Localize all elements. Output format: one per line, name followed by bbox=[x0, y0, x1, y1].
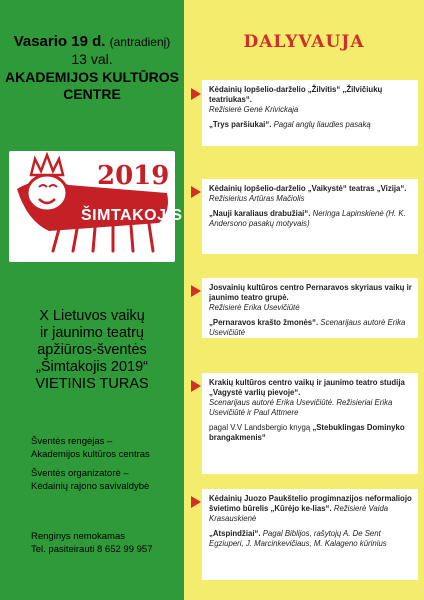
place-line-2: CENTRE bbox=[63, 86, 121, 102]
participant-card bbox=[202, 278, 418, 338]
participants-title: DALYVAUJA bbox=[243, 32, 365, 52]
event-line-4: „Šimtakojis 2019“ bbox=[35, 359, 148, 375]
organizer-1 bbox=[31, 435, 150, 461]
arrow-icon bbox=[191, 88, 201, 100]
logo bbox=[9, 151, 183, 262]
participant-card bbox=[202, 373, 418, 474]
card-director: Režisierius Artūras Mačiolis bbox=[209, 194, 305, 203]
weekday-text: (antradienį) bbox=[109, 35, 171, 49]
organizer-1-name: Akademijos kultūros centras bbox=[31, 449, 150, 460]
date-text: Vasario 19 d. bbox=[13, 33, 106, 50]
card-note: Neringa Lapinskienė (H. K. Andersono pasakų motyvais) bbox=[209, 209, 406, 228]
arrow-icon bbox=[191, 285, 201, 297]
event-time: 13 val. bbox=[71, 51, 113, 67]
organizers bbox=[31, 435, 150, 499]
card-play: „Trys paršiukai“. bbox=[209, 120, 272, 129]
logo-year: 2019 bbox=[97, 161, 170, 191]
card-org: Josvainių kultūros centro Pernaravos skyriaus vaikų ir jaunimo teatro grupė. bbox=[209, 283, 412, 302]
card-note: Pagal anglų liaudies pasaką bbox=[273, 120, 371, 129]
organizer-2-name: Kėdainių rajono savivaldybė bbox=[31, 481, 150, 492]
card-note: Pagal Biblijos, rašytojų A. De Sent Egziuperi, J. Marcinkevičiaus, M. Kalageno kūrinius bbox=[209, 529, 387, 548]
card-org: Kėdainių lopšelio-darželio „Žilvitis“ „Žilvičiukų teatriukas“. bbox=[209, 85, 383, 104]
logo-name: ŠIMTAKOJIS bbox=[81, 207, 183, 224]
contact-info bbox=[31, 530, 152, 556]
organizer-2-role: Šventės organizatorė – bbox=[31, 468, 129, 479]
card-director: Scenarijaus autorė Erika Usevičiūtė. Režisieriai Erika Usevičiūtė ir Paul Attmere bbox=[209, 398, 393, 417]
card-play: „Stebuklingas Dominyko brangakmenis“ bbox=[209, 423, 405, 442]
event-line-1: X Lietuvos vaikų bbox=[39, 308, 145, 324]
event-title bbox=[0, 308, 184, 393]
card-play: „Atspindžiai“. bbox=[209, 529, 261, 538]
card-org: Krakių kultūros centro vaikų ir jaunimo teatro studija „Vagystė varlių pievoje“. bbox=[209, 378, 405, 397]
card-director: Režisierė Genė Krivickaja bbox=[209, 105, 299, 114]
card-director: Režisierė Vaida Krasauskienė bbox=[209, 504, 389, 523]
event-line-5: VIETINIS TURAS bbox=[35, 376, 149, 392]
card-play: „Nauji karaliaus drabužiai“. bbox=[209, 209, 311, 218]
organizer-2 bbox=[31, 467, 150, 493]
participant-card bbox=[202, 80, 418, 146]
event-place bbox=[0, 69, 184, 103]
card-org: Kėdainių lopšelio-darželio „Vaikystė“ teatras „Vizija“. bbox=[209, 184, 407, 193]
arrow-icon bbox=[191, 186, 201, 198]
card-org: Kėdainių Juozo Paukštelio progimnazijos neformaliojo švietimo būrelis „Kūrėjo ke-lias“. bbox=[209, 494, 412, 513]
event-date bbox=[0, 33, 184, 50]
participant-card bbox=[202, 179, 418, 254]
arrow-icon bbox=[191, 380, 201, 392]
participant-card bbox=[202, 489, 418, 580]
card-note: Scenarijaus autorė Erika Usevičiūtė bbox=[209, 318, 406, 337]
event-line-2: ir jaunimo teatrų bbox=[40, 325, 144, 341]
event-line-3: apžiūros-šventės bbox=[37, 342, 147, 358]
card-play: „Pernaravos krašto žmonės“. bbox=[209, 318, 319, 327]
card-director: Režisierė Erika Usevičiūtė bbox=[209, 303, 300, 312]
card-note: pagal V.V Landsbergio knygą bbox=[209, 423, 311, 432]
organizer-1-role: Šventės rengėjas – bbox=[31, 436, 113, 447]
place-line-1: AKADEMIJOS KULTŪROS bbox=[5, 69, 179, 85]
phone-text: Tel. pasiteirauti 8 652 99 957 bbox=[31, 544, 153, 555]
arrow-icon bbox=[191, 496, 201, 508]
free-entry-text: Renginys nemokamas bbox=[31, 531, 125, 542]
